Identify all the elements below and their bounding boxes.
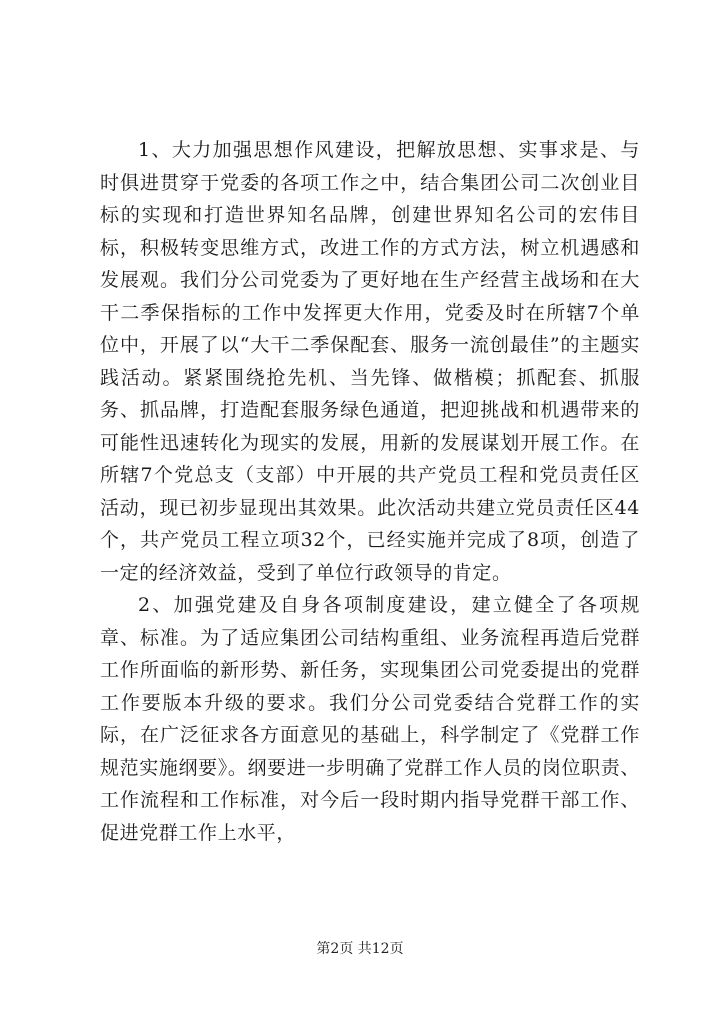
page-number-footer: 第2页 共12页: [316, 941, 404, 957]
paragraph-1: 1、大力加强思想作风建设，把解放思想、实事求是、与时俱进贯穿于党委的各项工作之中，结合集团公司二次创业目标的实现和打造世界知名品牌，创建世界知名公司的宏伟目标，积极转变思维方式，改进工作的方式方法，树立机遇感和发展观。我们分公司党委为了更好地在生产经营主战场和在大干二季保指标的工作中发挥更大作用，党委及时在所辖7个单位中，开展了以“大干二季保配套、服务一流创最佳”的主题实践活动。紧紧围绕抢先机、当先锋、做楷模；抓配套、抓服务、抓品牌，打造配套服务绿色通道，把迎挑战和机遇带来的可能性迅速转化为现实的发展，用新的发展谋划开展工作。在所辖7个党总支（支部）中开展的共产党员工程和党员责任区活动，现已初步显现出其效果。此次活动共建立党员责任区44个，共产党员工程立项32个，已经实施并完成了8项，创造了一定的经济效益，受到了单位行政领导的肯定。: [100, 139, 640, 584]
document-body: [100, 134, 640, 849]
paragraph-2: 2、加强党建及自身各项制度建设，建立健全了各项规章、标准。为了适应集团公司结构重组、业务流程再造后党群工作所面临的新形势、新任务，实现集团公司党委提出的党群工作要版本升级的要求。我们分公司党委结合党群工作的实际，在广泛征求各方面意见的基础上，科学制定了《党群工作规范实施纲要》。纲要进一步明确了党群工作人员的岗位职责、工作流程和工作标准，对今后一段时期内指导党群干部工作、促进党群工作上水平，: [100, 594, 640, 844]
